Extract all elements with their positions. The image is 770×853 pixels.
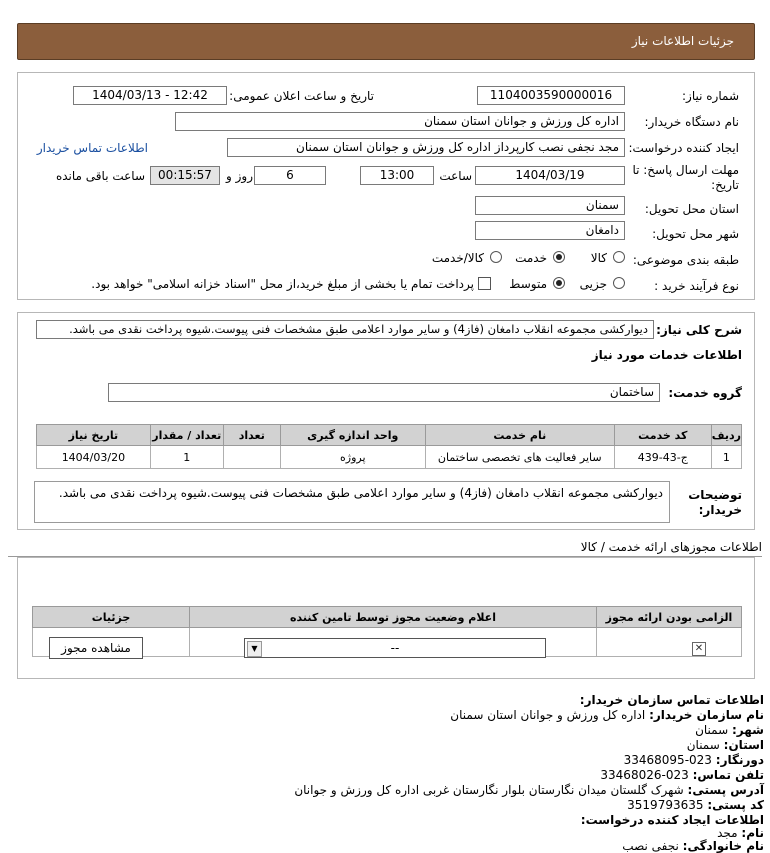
contact-title: اطلاعات تماس سازمان خریدار: xyxy=(579,693,764,707)
need-number-field: 1104003590000016 xyxy=(477,86,625,105)
col-permit-required: الزامی بودن ارائه مجوز xyxy=(597,607,742,628)
buyer-contact-link[interactable]: اطلاعات تماس خریدار xyxy=(36,141,148,155)
creator-family-line xyxy=(622,839,764,853)
creator-name-line xyxy=(717,826,764,840)
deadline-time-label: ساعت xyxy=(439,169,472,183)
deadline-time-field: 13:00 xyxy=(360,166,434,185)
col-quantity: تعداد / مقدار xyxy=(150,425,223,446)
col-count: تعداد xyxy=(223,425,280,446)
services-title: اطلاعات خدمات مورد نیاز xyxy=(591,348,742,362)
permit-status-value: -- xyxy=(390,641,400,655)
process-option-medium: متوسط xyxy=(509,277,547,291)
contact-address-line xyxy=(294,783,764,797)
city-label: شهر محل تحویل: xyxy=(652,227,739,241)
col-row: ردیف xyxy=(711,425,741,446)
cell-service-name: سایر فعالیت های تخصصی ساختمان xyxy=(425,446,614,469)
description-label: شرح کلی نیاز: xyxy=(656,323,742,337)
contact-city-value: سمنان xyxy=(695,723,729,737)
contact-province-line xyxy=(687,738,764,752)
category-option-goods: کالا xyxy=(590,251,607,265)
process-radio-minor[interactable] xyxy=(613,277,625,289)
services-table xyxy=(36,424,742,469)
contact-postal-line xyxy=(627,798,764,812)
process-option-minor: جزیی xyxy=(579,277,607,291)
col-service-name: نام خدمت xyxy=(425,425,614,446)
deadline-label-date: تاریخ: xyxy=(711,178,739,192)
contact-org-label: نام سازمان خریدار: xyxy=(649,708,764,722)
cell-unit: پروژه xyxy=(280,446,425,469)
cell-permit-required xyxy=(597,628,742,657)
col-permit-details: جزئیات xyxy=(33,607,190,628)
city-field: دامغان xyxy=(475,221,625,240)
cell-quantity: 1 xyxy=(150,446,223,469)
col-permit-status: اعلام وضعیت مجوز توسط تامین کننده xyxy=(190,607,597,628)
province-field: سمنان xyxy=(475,196,625,215)
table-row xyxy=(37,446,742,469)
process-label: نوع فرآیند خرید : xyxy=(654,279,739,293)
announce-field: 1404/03/13 - 12:42 xyxy=(73,86,227,105)
category-option-service: خدمت xyxy=(515,251,547,265)
creator-family-value: نجفی نصب xyxy=(622,839,679,853)
contact-phone-line xyxy=(600,768,764,782)
buyer-label: نام دستگاه خریدار: xyxy=(644,115,739,129)
deadline-label: مهلت ارسال پاسخ: تا xyxy=(632,163,739,177)
description-field: دیوارکشی مجموعه انقلاب دامغان (فاز4) و سایر موارد اعلامی طبق مشخصات فنی پیوست.شیوه پرداخت نقدی می باشد. xyxy=(36,320,654,339)
category-label: طبقه بندی موضوعی: xyxy=(632,253,739,267)
payment-note: پرداخت تمام یا بخشی از مبلغ خرید،از محل "اسناد خزانه اسلامی" خواهد بود. xyxy=(91,277,474,291)
contact-fax-line xyxy=(624,753,764,767)
need-number-label: شماره نیاز: xyxy=(682,89,739,103)
service-group-field: ساختمان xyxy=(108,383,660,402)
announce-label: تاریخ و ساعت اعلان عمومی: xyxy=(229,89,374,103)
contact-city-label: شهر: xyxy=(732,723,764,737)
cell-service-code: ج-43-439 xyxy=(614,446,711,469)
deadline-date-field: 1404/03/19 xyxy=(475,166,625,185)
creator-family-label: نام خانوادگی: xyxy=(682,839,764,853)
services-table-header xyxy=(37,425,742,446)
buyer-notes-label: توضیحات xyxy=(688,488,742,502)
permits-title: اطلاعات مجوزهای ارائه خدمت / کالا xyxy=(580,540,762,554)
chevron-down-icon: ▼ xyxy=(247,641,262,657)
creator-label: ایجاد کننده درخواست: xyxy=(628,141,739,155)
contact-postal-value: 3519793635 xyxy=(627,798,704,812)
contact-fax-label: دورنگار: xyxy=(715,753,764,767)
contact-org-value: اداره کل ورزش و جوانان استان سمنان xyxy=(450,708,646,722)
col-need-date: تاریخ نیاز xyxy=(37,425,151,446)
creator-name-value: مجد xyxy=(717,826,738,840)
contact-phone-value: 023-33468026 xyxy=(600,768,689,782)
days-field: 6 xyxy=(254,166,326,185)
category-radio-service[interactable] xyxy=(553,251,565,263)
category-radio-goods-service[interactable] xyxy=(490,251,502,263)
buyer-field: اداره کل ورزش و جوانان استان سمنان xyxy=(175,112,625,131)
remaining-time-field: 00:15:57 xyxy=(150,166,220,185)
treasury-checkbox[interactable] xyxy=(478,277,491,290)
process-radio-medium[interactable] xyxy=(553,277,565,289)
province-label: استان محل تحویل: xyxy=(644,202,739,216)
permit-status-select[interactable] xyxy=(244,638,546,658)
creator-field: مجد نجفی نصب کارپرداز اداره کل ورزش و جوانان استان سمنان xyxy=(227,138,625,157)
category-option-goods-service: کالا/خدمت xyxy=(431,251,484,265)
contact-phone-label: تلفن تماس: xyxy=(692,768,764,782)
creator-info-title: اطلاعات ایجاد کننده درخواست: xyxy=(580,813,764,827)
service-group-label: گروه خدمت: xyxy=(668,386,742,400)
contact-org-line xyxy=(450,708,764,722)
contact-address-label: آدرس پستی: xyxy=(687,783,764,797)
contact-postal-label: کد پستی: xyxy=(707,798,764,812)
contact-address-value: شهرک گلستان میدان نگارستان بلوار نگارستان غربی اداره کل ورزش و جوانان xyxy=(294,783,684,797)
permit-required-checkbox: ✕ xyxy=(692,642,706,656)
contact-fax-value: 023-33468095 xyxy=(623,753,712,767)
days-label: روز و xyxy=(226,169,253,183)
remaining-label: ساعت باقی مانده xyxy=(55,169,145,183)
page-header xyxy=(17,23,755,60)
creator-name-label: نام: xyxy=(741,826,764,840)
col-unit: واحد اندازه گیری xyxy=(280,425,425,446)
contact-province-label: استان: xyxy=(723,738,764,752)
contact-city-line xyxy=(695,723,764,737)
category-radio-goods[interactable] xyxy=(613,251,625,263)
buyer-notes-field: دیوارکشی مجموعه انقلاب دامغان (فاز4) و سایر موارد اعلامی طبق مشخصات فنی پیوست.شیوه پرداخت نقدی می باشد. xyxy=(34,481,670,523)
cell-need-date: 1404/03/20 xyxy=(37,446,151,469)
view-permit-button[interactable]: مشاهده مجوز xyxy=(49,637,143,659)
buyer-notes-label-2: خریدار: xyxy=(698,503,742,517)
permits-table-header xyxy=(33,607,742,628)
cell-row: 1 xyxy=(711,446,741,469)
col-service-code: کد خدمت xyxy=(614,425,711,446)
cell-count xyxy=(223,446,280,469)
contact-province-value: سمنان xyxy=(686,738,720,752)
page-title: جزئیات اطلاعات نیاز xyxy=(631,34,734,48)
